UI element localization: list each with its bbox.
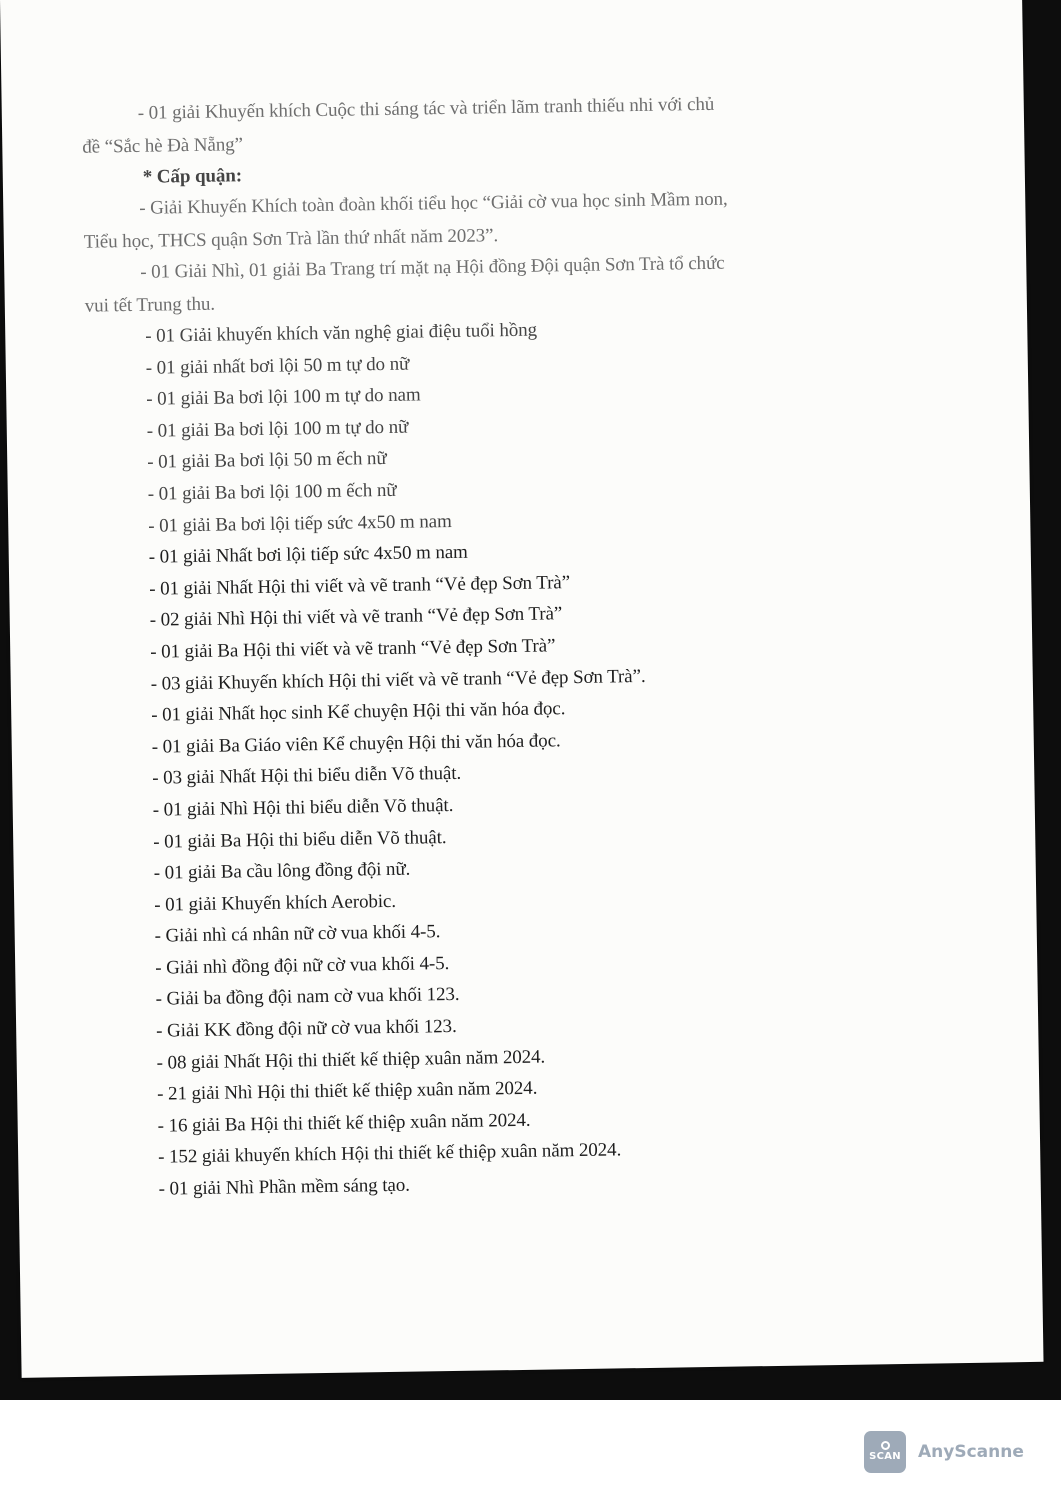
scan-app-logo-icon <box>864 1431 906 1473</box>
award-list <box>85 308 959 1206</box>
list-item: - 02 giải Nhì Hội thi viết và vẽ tranh “Vẻ đẹp Sơn Trà” <box>149 603 563 632</box>
list-item: - 01 giải Ba Hội thi viết và vẽ tranh “Vẻ đẹp Sơn Trà” <box>150 635 556 663</box>
scanner-app-name: AnyScanne <box>918 1442 1024 1462</box>
list-item: - 01 giải Nhất bơi lội tiếp sức 4x50 m nam <box>148 541 468 568</box>
list-item: - 152 giải khuyến khích Hội thi thiết kế thiệp xuân năm 2024. <box>158 1139 622 1169</box>
list-item: - 01 giải Ba Giáo viên Kể chuyện Hội thi văn hóa đọc. <box>151 730 561 758</box>
list-item: - Giải nhì đồng đội nữ cờ vua khối 4-5. <box>155 952 450 979</box>
district-paragraph-2-line-1: - 01 Giải Nhì, 01 giải Ba Trang trí mặt nạ Hội đồng Đội quận Sơn Trà tổ chức <box>140 252 725 283</box>
list-item: - 01 giải Ba bơi lội tiếp sức 4x50 m nam <box>148 510 452 537</box>
intro-line-2: đề “Sắc hè Đà Nẵng” <box>82 134 244 158</box>
list-item: - 03 giải Khuyến khích Hội thi viết và vẽ tranh “Vẻ đẹp Sơn Trà”. <box>150 665 646 695</box>
list-item: - 21 giải Nhì Hội thi thiết kế thiệp xuân năm 2024. <box>157 1077 538 1105</box>
list-item: - 03 giải Nhất Hội thi biểu diễn Võ thuật. <box>152 763 462 790</box>
district-paragraph-1-line-2: Tiểu học, THCS quận Sơn Trà lần thứ nhất năm 2023”. <box>83 225 499 253</box>
list-item: - 01 giải Ba bơi lội 100 m ếch nữ <box>147 479 397 505</box>
list-item: - 01 giải Ba Hội thi biểu diễn Võ thuật. <box>153 826 447 853</box>
list-item: - 01 giải Nhì Phần mềm sáng tạo. <box>158 1174 410 1200</box>
list-item: - 01 giải Khuyến khích Aerobic. <box>154 890 397 916</box>
list-item: - 01 giải Ba bơi lội 100 m tự do nam <box>146 384 421 410</box>
logo-text: SCAN <box>869 1451 901 1462</box>
list-item: - 08 giải Nhất Hội thi thiết kế thiệp xuân năm 2024. <box>156 1046 546 1074</box>
list-item: - 16 giải Ba Hội thi thiết kế thiệp xuân năm 2024. <box>157 1109 531 1137</box>
lens-icon <box>881 1441 890 1450</box>
list-item: - 01 giải Nhì Hội thi biểu diễn Võ thuật. <box>152 794 454 821</box>
list-item: - 01 Giải khuyến khích văn nghệ giai điệu tuổi hồng <box>145 319 538 347</box>
list-item: - 01 giải Ba bơi lội 100 m tự do nữ <box>146 416 409 442</box>
district-paragraph-1-line-1: - Giải Khuyến Khích toàn đoàn khối tiểu học “Giải cờ vua học sinh Mầm non, <box>139 188 728 219</box>
list-item: - 01 giải Ba cầu lông đồng đội nữ. <box>153 858 411 884</box>
list-item: - 01 giải Ba bơi lội 50 m ếch nữ <box>147 448 387 474</box>
list-item: - 01 giải nhất bơi lội 50 m tự do nữ <box>145 353 410 379</box>
list-item: - Giải ba đồng đội nam cờ vua khối 123. <box>155 984 460 1011</box>
list-item: - 01 giải Nhất học sinh Kể chuyện Hội thi văn hóa đọc. <box>151 698 566 726</box>
intro-line-1: - 01 giải Khuyến khích Cuộc thi sáng tác và triển lãm tranh thiếu nhi với chủ <box>137 93 715 124</box>
list-item: - 01 giải Nhất Hội thi viết và vẽ tranh “Vẻ đẹp Sơn Trà” <box>149 571 571 600</box>
district-heading: * Cấp quận: <box>142 165 243 188</box>
document-body <box>82 85 959 1206</box>
list-item: - Giải nhì cá nhân nữ cờ vua khối 4-5. <box>154 921 441 947</box>
list-item: - Giải KK đồng đội nữ cờ vua khối 123. <box>156 1016 457 1042</box>
district-paragraph-2-line-2: vui tết Trung thu. <box>84 293 216 317</box>
scanner-watermark <box>864 1430 1024 1474</box>
